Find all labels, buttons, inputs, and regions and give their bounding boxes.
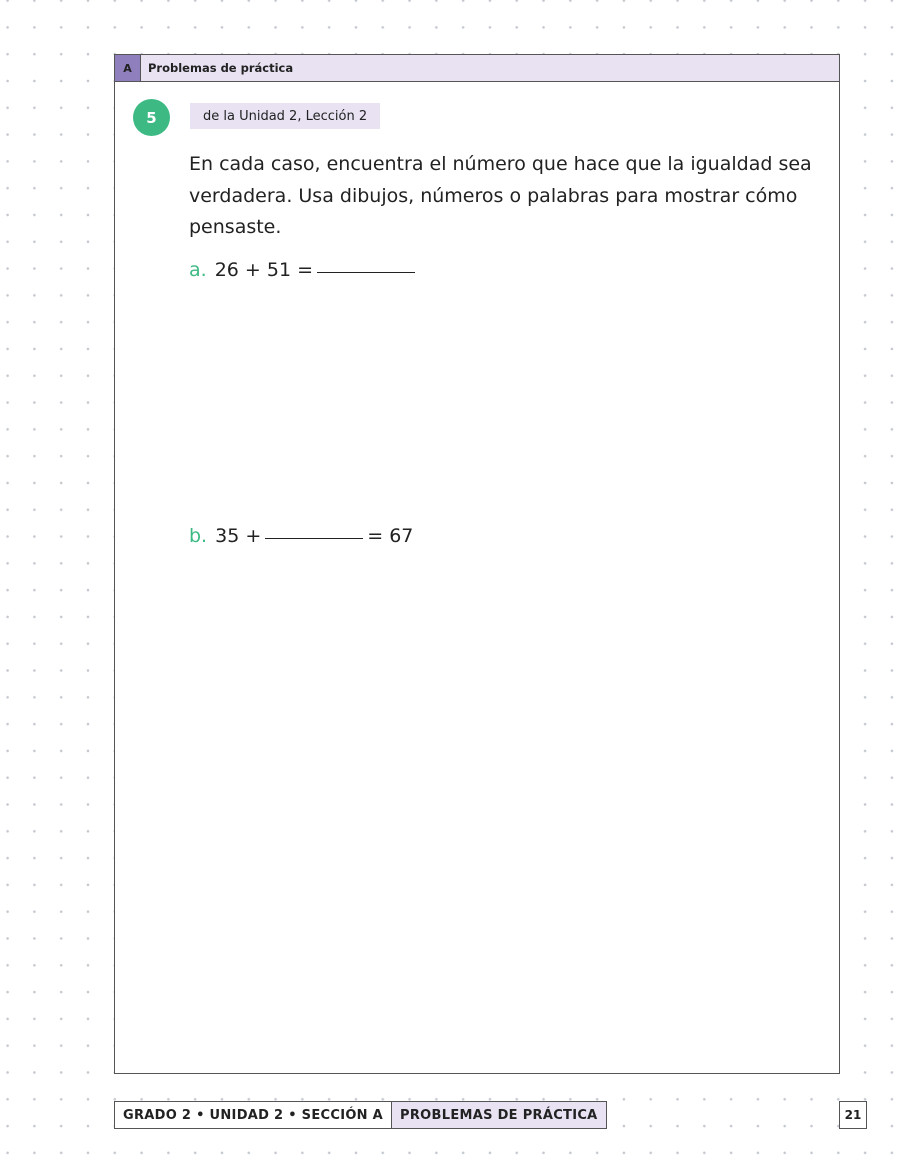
part-a-letter: a.: [189, 259, 207, 281]
part-b: [189, 525, 413, 547]
section-header: [115, 55, 839, 82]
footer-label: [114, 1101, 607, 1129]
part-a-answer-blank[interactable]: [317, 272, 415, 273]
part-b-expression-start: 35 +: [215, 525, 262, 547]
page-number: 21: [839, 1101, 867, 1129]
problem-prompt: En cada caso, encuentra el número que hace que la igualdad sea verdadera. Usa dibujos, números o palabras para mostrar cómo pensaste.: [189, 153, 812, 238]
part-b-letter: b.: [189, 525, 208, 547]
part-a-expression: 26 + 51 =: [214, 259, 313, 281]
part-b-expression-end: = 67: [367, 525, 414, 547]
problem-source-tag: de la Unidad 2, Lección 2: [190, 103, 380, 129]
section-letter-badge: A: [115, 55, 141, 81]
practice-problem-card: [114, 54, 840, 1074]
footer-course-info: GRADO 2 • UNIDAD 2 • SECCIÓN A: [115, 1102, 392, 1128]
part-a: [189, 259, 419, 281]
footer-section-name: PROBLEMAS DE PRÁCTICA: [392, 1102, 606, 1128]
part-b-answer-blank[interactable]: [265, 538, 363, 539]
section-title: Problemas de práctica: [148, 61, 294, 75]
problem-number-badge: 5: [133, 99, 170, 136]
